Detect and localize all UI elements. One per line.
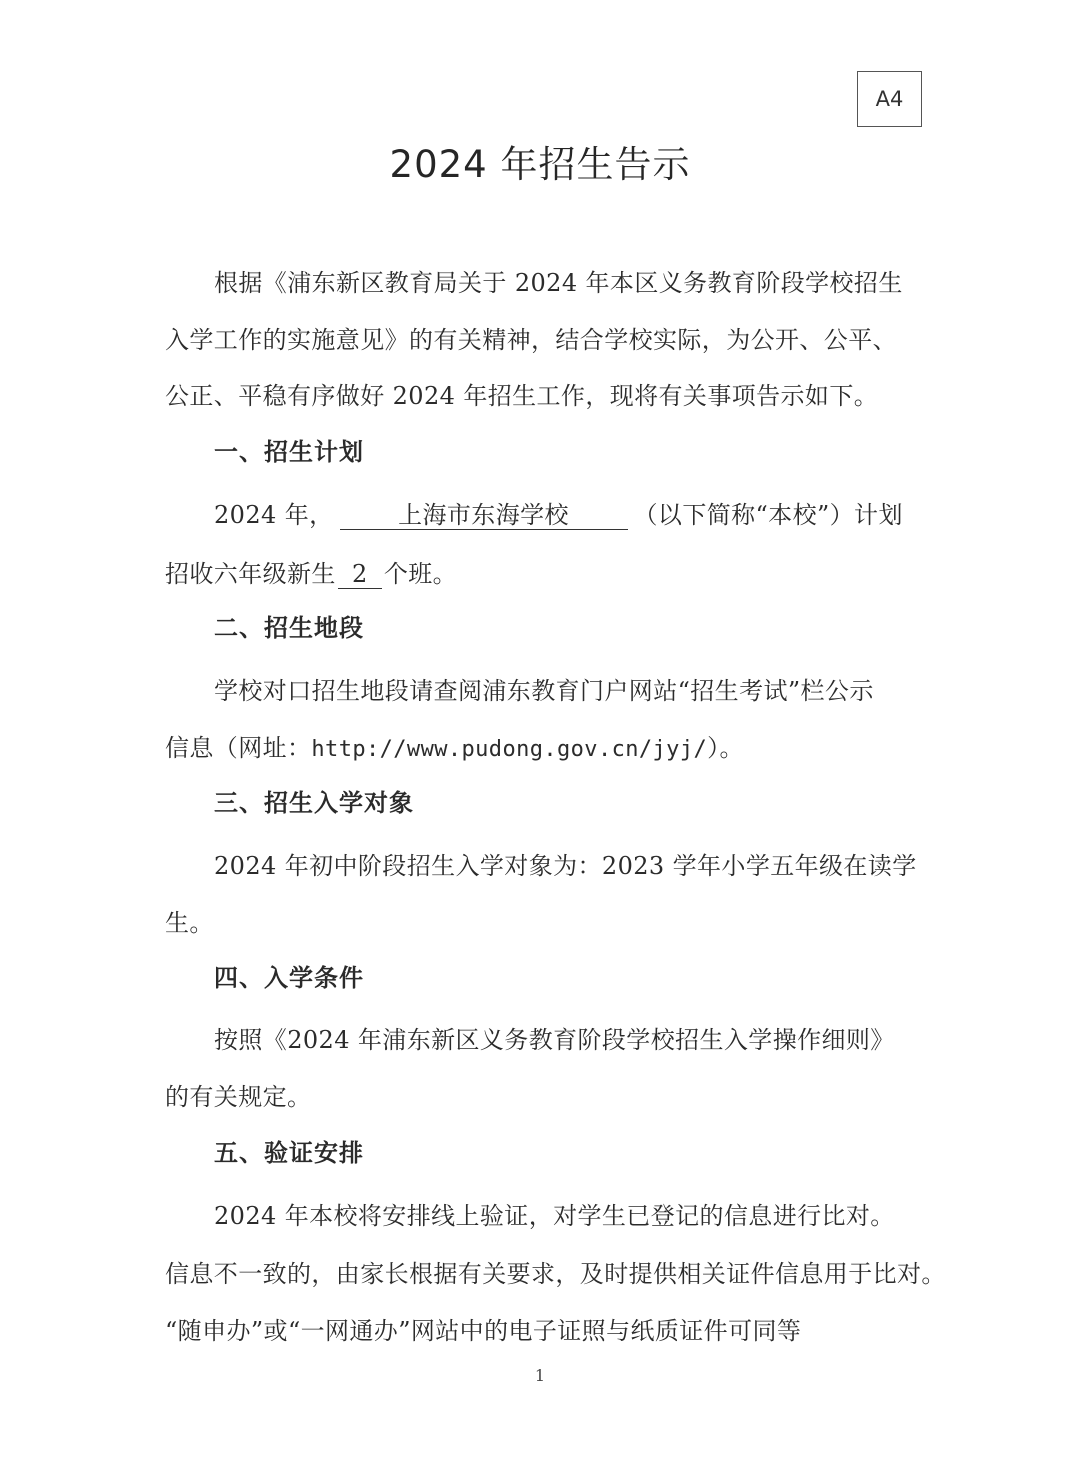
intro-line-3: 公正、平稳有序做好 2024 年招生工作，现将有关事项告示如下。: [165, 382, 879, 410]
website-url: http://www.pudong.gov.cn/jyj/: [311, 737, 708, 762]
enrollment-plan-line-2: [165, 559, 925, 589]
section-heading-verification: 五、验证安排: [214, 1139, 364, 1167]
class-count-suffix: 个班。: [383, 560, 458, 588]
enrollment-area-line-1: 学校对口招生地段请查阅浦东教育门户网站“招生考试”栏公示: [214, 677, 874, 705]
section-heading-enrollment-target: 三、招生入学对象: [214, 789, 414, 817]
enrollment-year-text: 2024 年，: [214, 501, 334, 529]
verification-line-1: 2024 年本校将安排线上验证，对学生已登记的信息进行比对。: [214, 1202, 895, 1230]
class-count-prefix: 招收六年级新生: [165, 560, 336, 588]
website-info-suffix: ）。: [707, 734, 744, 762]
verification-line-3: “随申办”或“一网通办”网站中的电子证照与纸质证件可同等: [165, 1317, 802, 1345]
intro-line-2: 入学工作的实施意见》的有关精神，结合学校实际，为公开、公平、: [165, 326, 897, 354]
admission-conditions-line-2: 的有关规定。: [165, 1083, 312, 1111]
document-label: A4: [875, 87, 904, 111]
enrollment-target-line-2: 生。: [165, 909, 214, 937]
enrollment-area-line-2: [165, 733, 925, 765]
admission-conditions-line-1: 按照《2024 年浦东新区义务教育阶段学校招生入学操作细则》: [214, 1026, 895, 1054]
section-heading-enrollment-area: 二、招生地段: [214, 614, 364, 642]
class-count-blank: 2: [338, 560, 382, 589]
document-label-box: [857, 71, 922, 127]
page-number: 1: [534, 1366, 546, 1385]
enrollment-plan-suffix: （以下简称“本校”）计划: [633, 501, 903, 529]
website-info-prefix: 信息（网址：: [165, 734, 312, 762]
enrollment-plan-line-1: [214, 500, 974, 530]
document-title: 2024 年招生告示: [389, 143, 691, 186]
school-name-blank: 上海市东海学校: [340, 501, 628, 530]
enrollment-target-line-1: 2024 年初中阶段招生入学对象为：2023 学年小学五年级在读学: [214, 852, 917, 880]
section-heading-enrollment-plan: 一、招生计划: [214, 438, 364, 466]
section-heading-admission-conditions: 四、入学条件: [214, 964, 364, 992]
intro-line-1: 根据《浦东新区教育局关于 2024 年本区义务教育阶段学校招生: [214, 269, 903, 297]
verification-line-2: 信息不一致的，由家长根据有关要求，及时提供相关证件信息用于比对。: [165, 1260, 946, 1288]
